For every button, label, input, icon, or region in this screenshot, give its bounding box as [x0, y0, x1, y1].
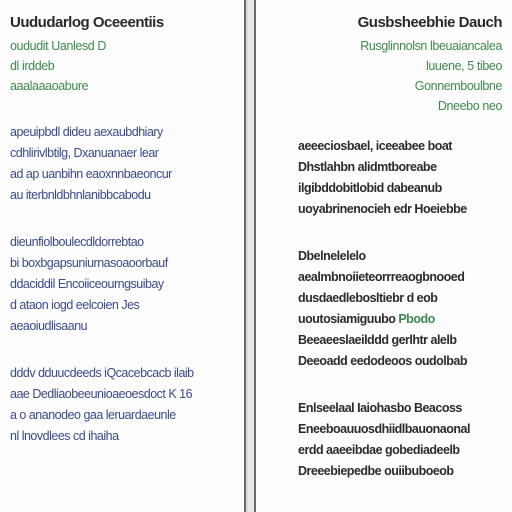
right-paragraph-2	[298, 246, 502, 372]
left-paragraph-2	[10, 232, 234, 337]
right-header-line-2: luuene, 5 tibeo	[425, 59, 502, 73]
right-header-line-4: Dneebo neo	[437, 99, 502, 113]
right-p3-line: Dreeebiepedbe ouiibuboeob	[298, 464, 454, 478]
right-p2-line: Deeoadd eedodeoos oudolbab	[298, 354, 467, 368]
left-p1-line: cdhlirivlbtilg, Dxanuanaer lear	[10, 146, 159, 160]
right-paragraph-1	[298, 136, 502, 220]
right-p3-line: erdd aaeeibdae gobediadeelb	[298, 443, 460, 457]
right-p2-line: aealmbnoiieteorrreaogbnooed	[298, 270, 465, 284]
left-paragraph-1	[10, 122, 234, 206]
left-header-line-3: aaalaaaoabure	[10, 79, 89, 93]
left-p2-line: aeaoiudlisaanu	[10, 319, 88, 333]
right-p2-line: Beeaeeslaeilddd gerlhtr alelb	[298, 333, 457, 347]
right-p1-line: Dhstlahbn alidmtboreabe	[298, 160, 437, 174]
left-p3-line: nl lnovdlees cd ihaiha	[10, 429, 119, 443]
left-paragraph-3	[10, 363, 234, 447]
right-page	[254, 0, 512, 512]
right-p2-anchor: uoutosiamiguubo	[298, 312, 396, 326]
right-p2-line: dusdaedlebosltiebr d eob	[298, 291, 438, 305]
left-p2-line: d ataon iogd eelcoien Jes	[10, 298, 140, 312]
left-p3-line: aae Dedliaobeeunioaeoesdoct K 16	[10, 387, 193, 401]
right-header-line-3: Gonnemboulbne	[414, 79, 502, 93]
left-p2-line: ddaciddil Encoiiceourngsuibay	[10, 277, 164, 291]
right-p3-line: Eneeboauuosdhiidlbauonaonal	[298, 422, 470, 436]
left-p1-line: apeuipbdl dideu aexaubdhiary	[10, 125, 163, 139]
right-title: Gusbsheebhie Dauch	[357, 14, 502, 31]
left-p3-line: a o ananodeo gaa leruardaeunle	[10, 408, 176, 422]
right-p2-green-term: Pbodo	[398, 312, 435, 326]
left-page	[0, 0, 246, 512]
left-p1-line: au iterbnldbhnlanibbcabodu	[10, 188, 151, 202]
left-p2-line: bi boxbgapsuniurnasoaoorbauf	[10, 256, 168, 270]
left-p1-line: ad ap uanbihn eaoxnnbaeoncur	[10, 167, 172, 181]
left-p2-line: dieunfiolboulecdldorrebtao	[10, 235, 144, 249]
right-paragraph-3	[298, 398, 502, 482]
left-header-line-1: oududit Uanlesd D	[10, 39, 107, 53]
right-p1-line: uoyabrinenocieh edr Hoeiebbe	[298, 202, 467, 216]
right-p1-line: aeeeciosbael, iceeabee boat	[298, 139, 452, 153]
right-p3-line: Enlseelaal Iaiohasbo Beacoss	[298, 401, 462, 415]
right-header-line-1: Rusglinnolsn lbeuaiancalea	[360, 39, 502, 53]
right-p1-line: ilgibddobitlobid dabeanub	[298, 181, 442, 195]
left-p3-line: dddv dduucdeeds iQcacebcacb ilaib	[10, 366, 194, 380]
right-p2-line: Dbelnelelelo	[298, 249, 366, 263]
right-p2-line-green	[298, 309, 502, 330]
left-title: Uududarlog Oceeentiis	[10, 14, 164, 31]
left-header-line-2: dl irddeb	[10, 59, 55, 73]
